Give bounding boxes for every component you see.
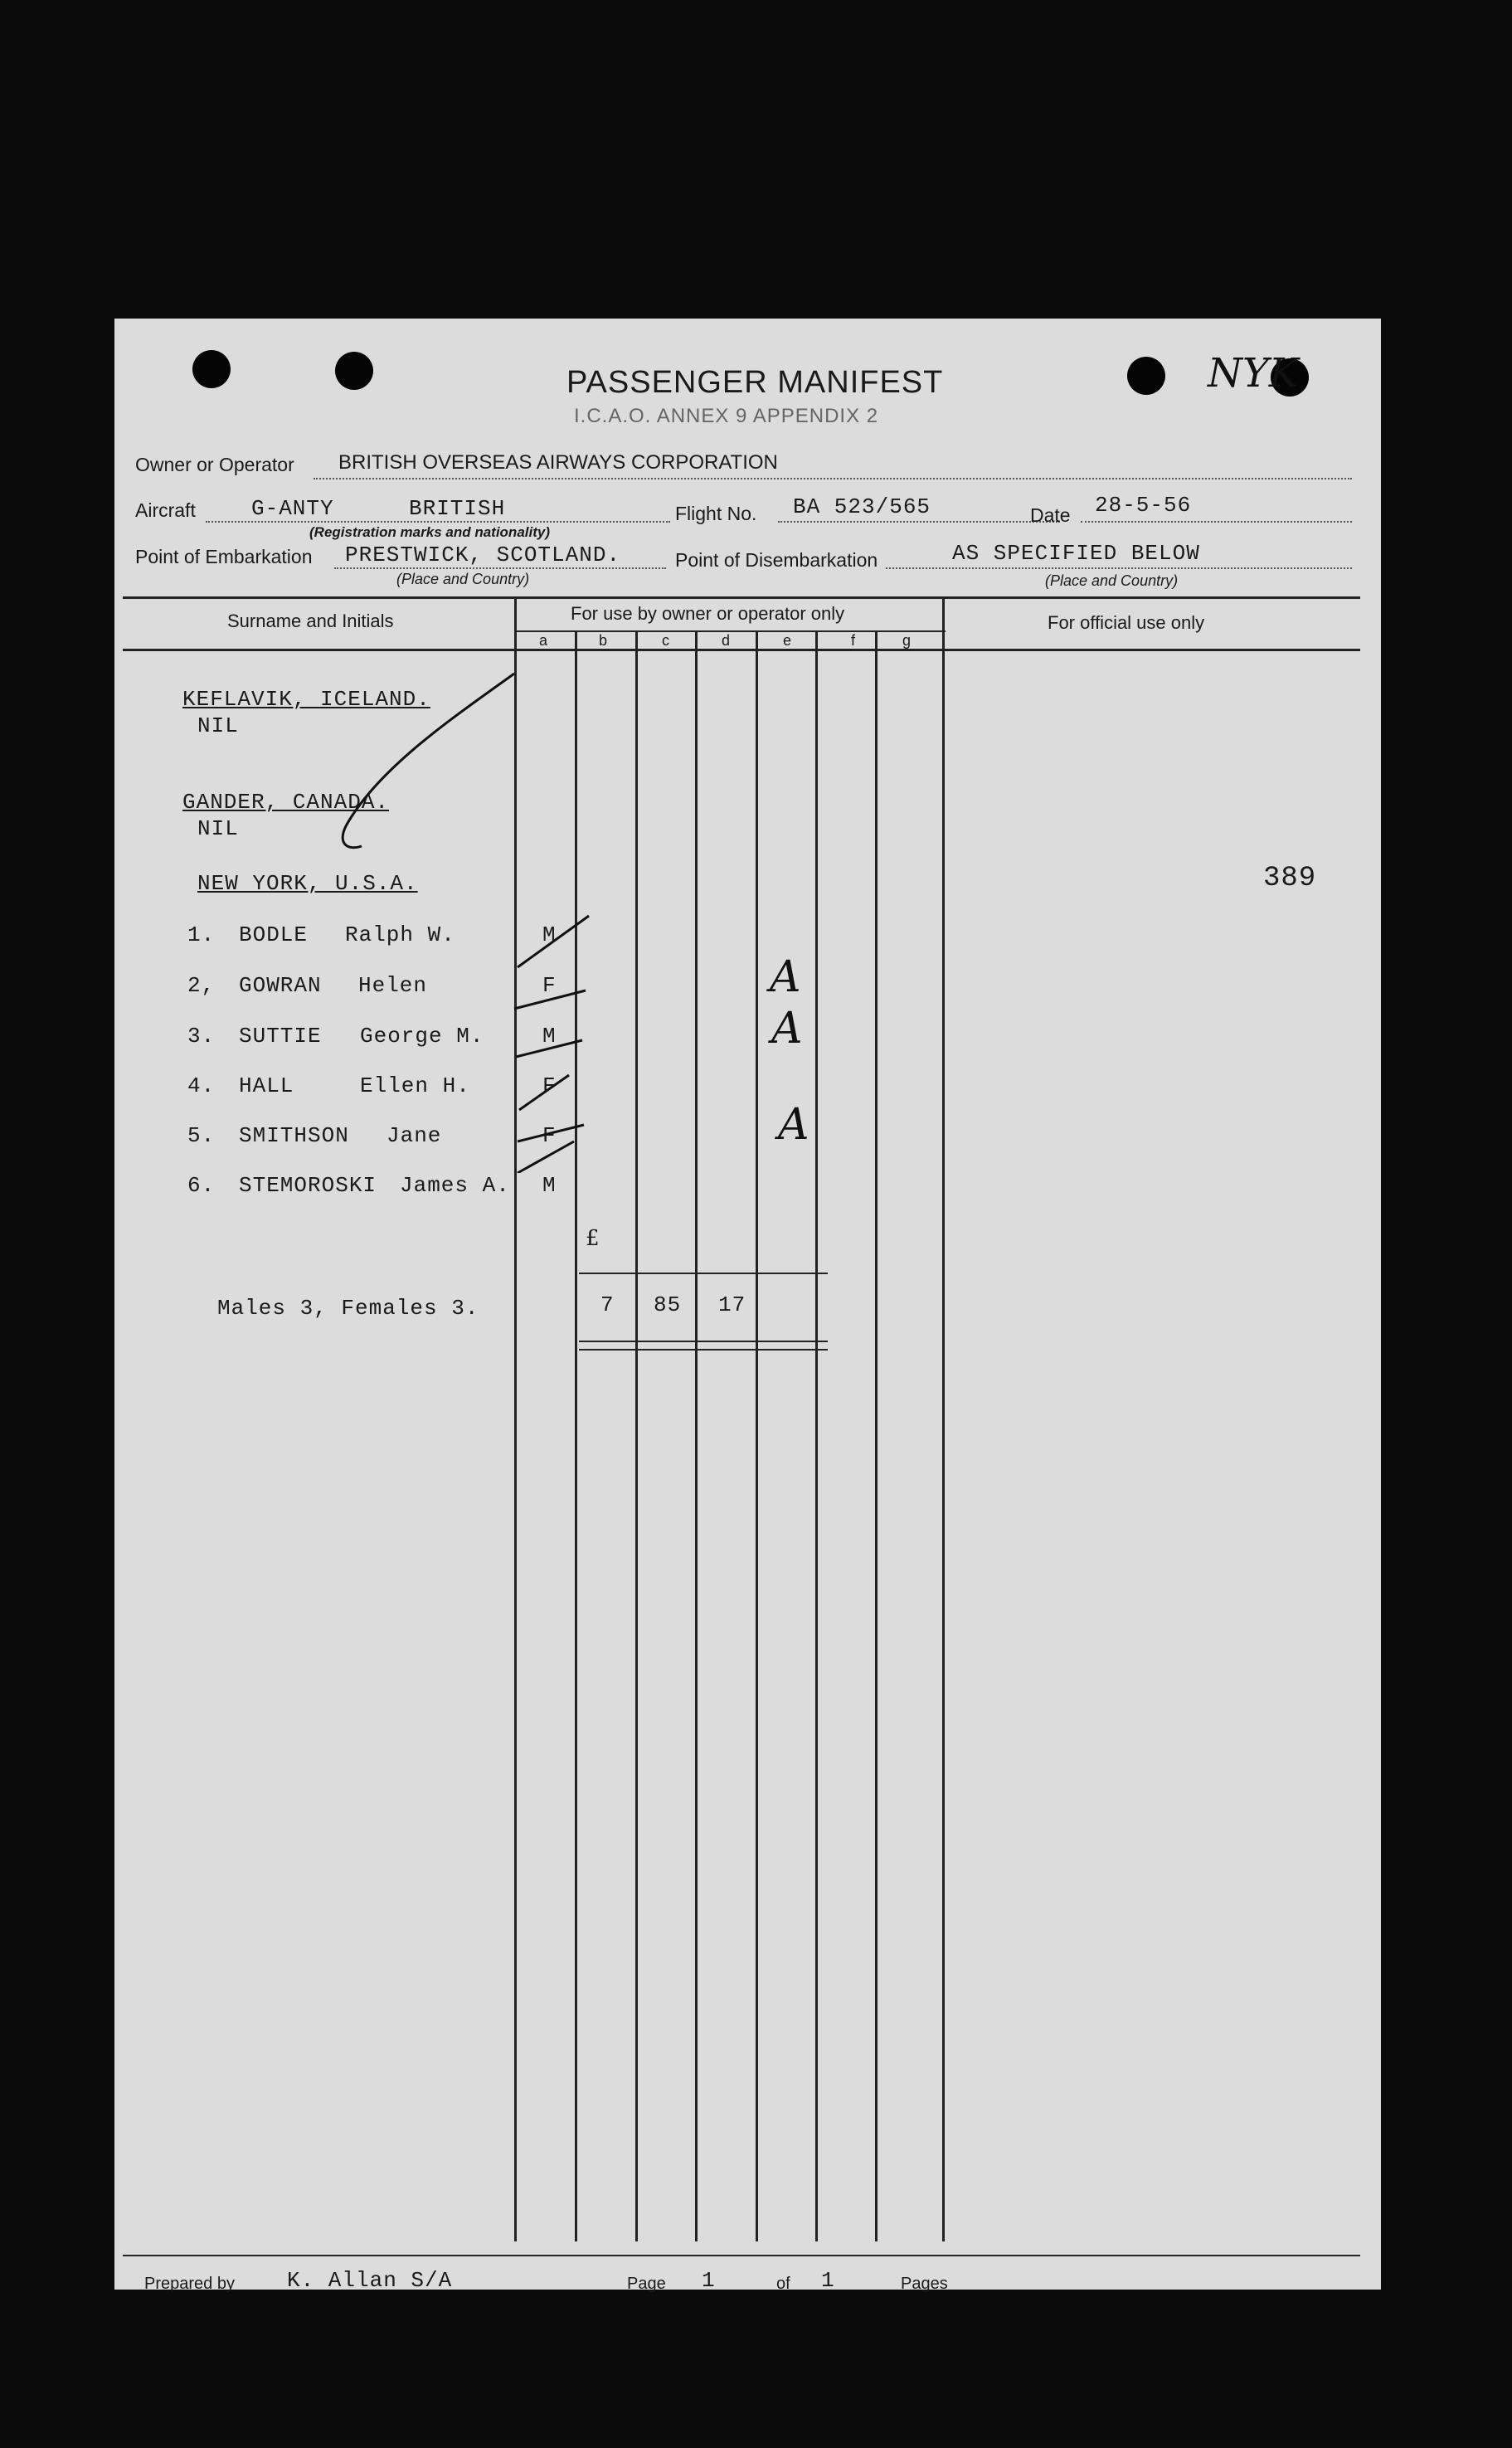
subcol-f: f (851, 632, 856, 649)
currency-symbol: £ (586, 1226, 600, 1251)
subcol-a: a (539, 632, 548, 649)
handwritten-mark: A (771, 1004, 803, 1054)
handwritten-bracket (314, 667, 529, 866)
flight-value: BA 523/565 (793, 494, 931, 519)
passenger-given: Ellen H. (360, 1073, 470, 1098)
flight-dotline (778, 521, 1060, 523)
disembark-dotline (886, 567, 1352, 569)
passenger-surname: SUTTIE (239, 1024, 322, 1049)
date-value: 28-5-56 (1095, 493, 1192, 518)
passenger-number: 1. (187, 922, 216, 947)
passenger-given: Jane (387, 1123, 442, 1148)
col-divider-c (635, 630, 638, 2241)
date-dotline (1081, 521, 1352, 523)
aircraft-nationality: BRITISH (409, 496, 506, 521)
date-label: Date (1030, 504, 1071, 526)
passenger-given: Ralph W. (345, 922, 455, 947)
page-subtitle: I.C.A.O. ANNEX 9 APPENDIX 2 (574, 405, 879, 427)
passenger-surname: STEMOROSKI (239, 1173, 377, 1198)
col-surname-header: Surname and Initials (227, 611, 394, 631)
passenger-given: George M. (360, 1024, 484, 1049)
subcol-b: b (599, 632, 608, 649)
prepared-label: Prepared by (144, 2275, 235, 2293)
side-number: 389 (1263, 863, 1317, 894)
embark-label: Point of Embarkation (135, 546, 313, 567)
totals-top-rule (579, 1273, 828, 1274)
punch-hole-2 (335, 352, 373, 390)
col-divider-official (942, 596, 945, 2241)
flight-label: Flight No. (675, 503, 757, 524)
punch-hole-1 (192, 350, 231, 388)
aircraft-note: (Registration marks and nationality) (309, 524, 550, 540)
stop-keflavik: KEFLAVIK, ICELAND. (182, 687, 430, 712)
passenger-sex: F (542, 1073, 557, 1098)
passenger-number: 6. (187, 1173, 216, 1198)
disembark-note: (Place and Country) (1045, 572, 1179, 589)
passenger-given: James A. (400, 1173, 510, 1198)
aircraft-label: Aircraft (135, 499, 196, 521)
passenger-surname: BODLE (239, 922, 309, 947)
owner-value: BRITISH OVERSEAS AIRWAYS CORPORATION (338, 451, 778, 474)
passenger-number: 3. (187, 1024, 216, 1049)
col-divider-d (695, 630, 698, 2241)
col-official-header: For official use only (1048, 612, 1205, 633)
passenger-sex: M (542, 1024, 557, 1049)
stop-gander-note: NIL (197, 816, 239, 841)
of-label: of (776, 2275, 790, 2293)
subcol-g: g (902, 632, 912, 649)
page-title: PASSENGER MANIFEST (566, 365, 944, 400)
page-value: 1 (702, 2268, 716, 2293)
passenger-sex: M (542, 922, 557, 947)
embark-dotline (334, 567, 666, 569)
passenger-sex: F (542, 1123, 557, 1148)
stop-new-york: NEW YORK, U.S.A. (197, 871, 418, 896)
page-label: Page (627, 2275, 666, 2293)
total-d: 17 (718, 1292, 746, 1317)
stop-gander: GANDER, CANADA. (182, 790, 390, 815)
corner-mark: NYK (1208, 350, 1299, 397)
passenger-surname: SMITHSON (239, 1123, 349, 1148)
punch-hole-3 (1127, 357, 1165, 395)
totals-double-rule-2 (579, 1349, 828, 1351)
embark-note: (Place and Country) (396, 571, 530, 587)
col-divider-e (756, 630, 758, 2241)
subcol-e: e (783, 632, 792, 649)
subcol-d: d (722, 632, 731, 649)
passenger-sex: M (542, 1173, 557, 1198)
subcol-c: c (662, 632, 669, 649)
disembark-label: Point of Disembarkation (675, 549, 878, 571)
passenger-sex: F (542, 973, 557, 998)
owner-label: Owner or Operator (135, 454, 294, 475)
col-divider-g (875, 630, 878, 2241)
passenger-surname: GOWRAN (239, 973, 322, 998)
total-c: 85 (654, 1292, 682, 1317)
handwritten-mark: A (778, 1100, 809, 1150)
col-owner-use-header: For use by owner or operator only (571, 603, 845, 624)
col-divider-b (575, 630, 577, 2241)
of-value: 1 (821, 2268, 835, 2293)
pages-label: Pages (901, 2275, 948, 2293)
passenger-number: 2, (187, 973, 216, 998)
passenger-given: Helen (358, 973, 428, 998)
passenger-number: 5. (187, 1123, 216, 1148)
table-header-rule (123, 649, 1360, 651)
totals-double-rule-1 (579, 1341, 828, 1342)
total-b: 7 (600, 1292, 615, 1317)
disembark-value: AS SPECIFIED BELOW (952, 541, 1200, 566)
aircraft-registration: G-ANTY (251, 496, 334, 521)
stop-keflavik-note: NIL (197, 713, 239, 738)
owner-dotline (314, 478, 1352, 479)
prepared-value: K. Allan S/A (287, 2268, 453, 2293)
col-divider-f (815, 630, 818, 2241)
check-strokes (513, 891, 612, 1173)
aircraft-dotline (206, 521, 670, 523)
table-top-rule (123, 596, 1360, 599)
passenger-number: 4. (187, 1073, 216, 1098)
manifest-sheet (114, 319, 1381, 2293)
handwritten-mark: A (770, 952, 801, 1002)
totals-summary: Males 3, Females 3. (217, 1296, 479, 1321)
embark-value: PRESTWICK, SCOTLAND. (345, 543, 621, 567)
footer-rule (123, 2255, 1360, 2256)
passenger-surname: HALL (239, 1073, 294, 1098)
